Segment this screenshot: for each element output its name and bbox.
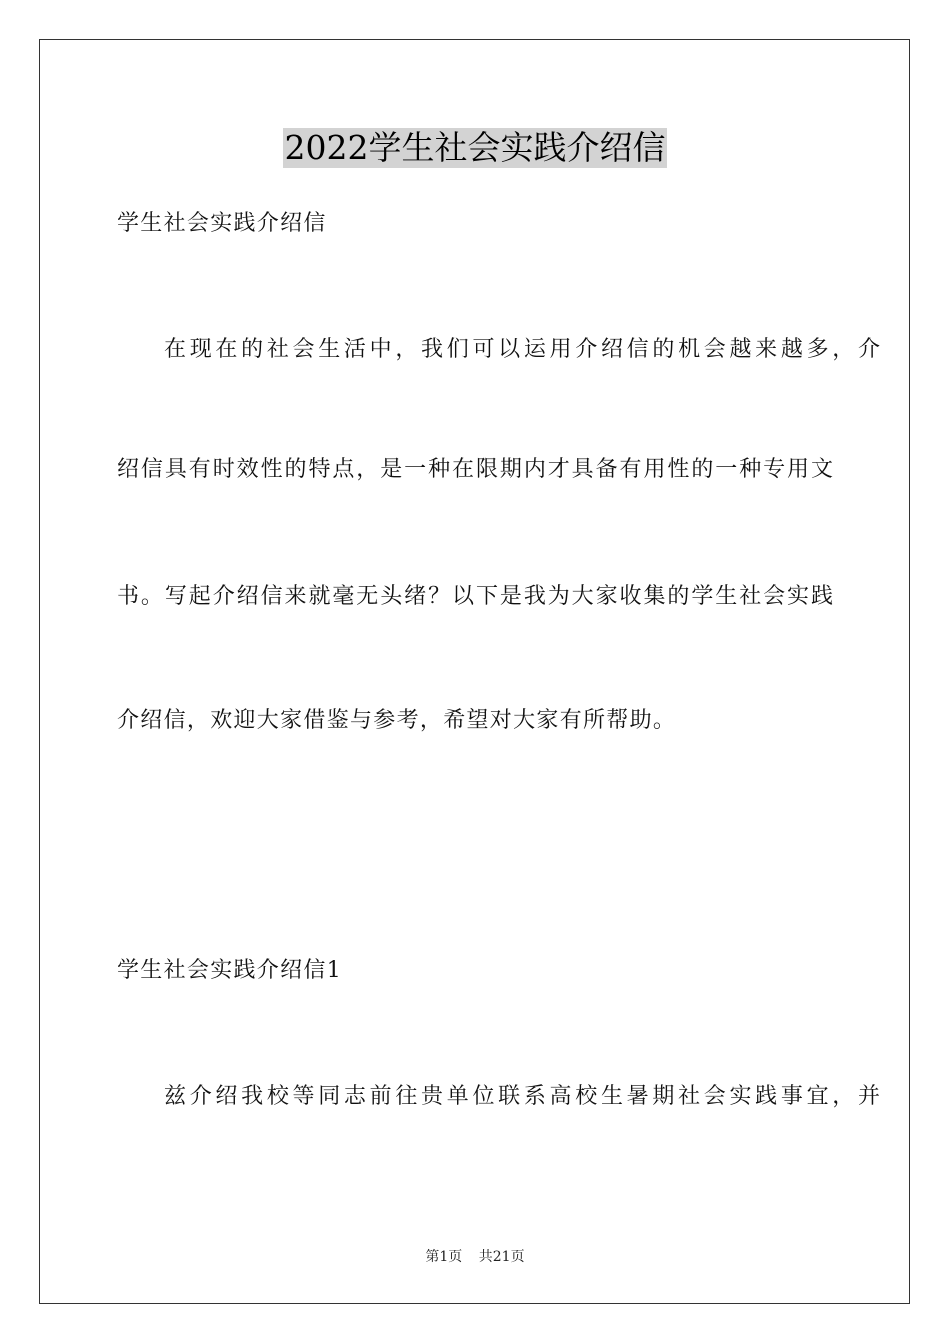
page-number: 第1页 bbox=[425, 1249, 463, 1265]
paragraph-line: 书。写起介绍信来就毫无头绪？以下是我为大家收集的学生社会实践 bbox=[117, 584, 833, 609]
paragraph-line: 兹介绍我校等同志前往贵单位联系高校生暑期社会实践事宜，并 bbox=[164, 1084, 880, 1109]
title-container bbox=[0, 128, 950, 168]
document-title: 2022学生社会实践介绍信 bbox=[284, 128, 666, 167]
paragraph-line: 介绍信，欢迎大家借鉴与参考，希望对大家有所帮助。 bbox=[117, 708, 677, 733]
page-total: 共21页 bbox=[478, 1249, 525, 1265]
paragraph-line: 在现在的社会生活中，我们可以运用介绍信的机会越来越多，介 bbox=[164, 337, 880, 362]
section-heading: 学生社会实践介绍信1 bbox=[117, 958, 342, 983]
subtitle: 学生社会实践介绍信 bbox=[117, 211, 327, 236]
page-footer bbox=[0, 1248, 950, 1266]
paragraph-line: 绍信具有时效性的特点，是一种在限期内才具备有用性的一种专用文 bbox=[117, 457, 833, 482]
